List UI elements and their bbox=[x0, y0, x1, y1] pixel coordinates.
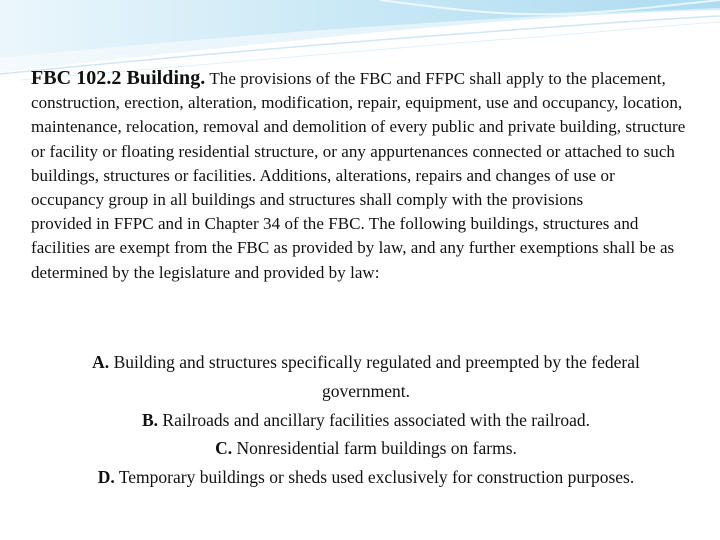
list-item-text: Temporary buildings or sheds used exclusively for construction purposes. bbox=[114, 467, 635, 488]
list-item-letter: A. bbox=[92, 352, 110, 372]
document-body bbox=[31, 66, 691, 285]
list-item-text: Railroads and ancillary facilities associated with the railroad. bbox=[158, 409, 591, 430]
list-item-letter: C. bbox=[215, 438, 233, 459]
list-item bbox=[90, 348, 642, 406]
list-item bbox=[90, 434, 642, 463]
paragraph-exemptions: provided in FFPC and in Chapter 34 of the FBC. The following buildings, structures and facilities are exempt from the FBC as provided by law, and any further exemptions shall be as determined by the legislature and provided by law: bbox=[31, 214, 675, 282]
list-item bbox=[90, 406, 642, 435]
list-item-text: Nonresidential farm buildings on farms. bbox=[232, 438, 517, 459]
exemptions-list bbox=[90, 348, 642, 492]
list-item-letter: B. bbox=[141, 409, 159, 430]
list-item-text: Building and structures specifically regulated and preempted by the federal government. bbox=[109, 352, 640, 401]
list-item bbox=[90, 463, 642, 492]
paragraph-building bbox=[31, 66, 691, 212]
list-item-letter: D. bbox=[97, 467, 115, 488]
section-heading: FBC 102.2 Building. bbox=[31, 67, 206, 89]
paragraph-building-text: The provisions of the FBC and FFPC shall apply to the placement, construction, erection, alteration, modification, repair, equipment, use and occupancy, location, maintenance, relocation, removal and demolition of every public and private building, structure or facility or floating residential structure, or any appurtenances connected or attached to such buildings, structures or facilities. Additions, alterations, repairs and changes of use or occupancy group in all buildings and structures shall comply with the provisions bbox=[31, 69, 686, 210]
